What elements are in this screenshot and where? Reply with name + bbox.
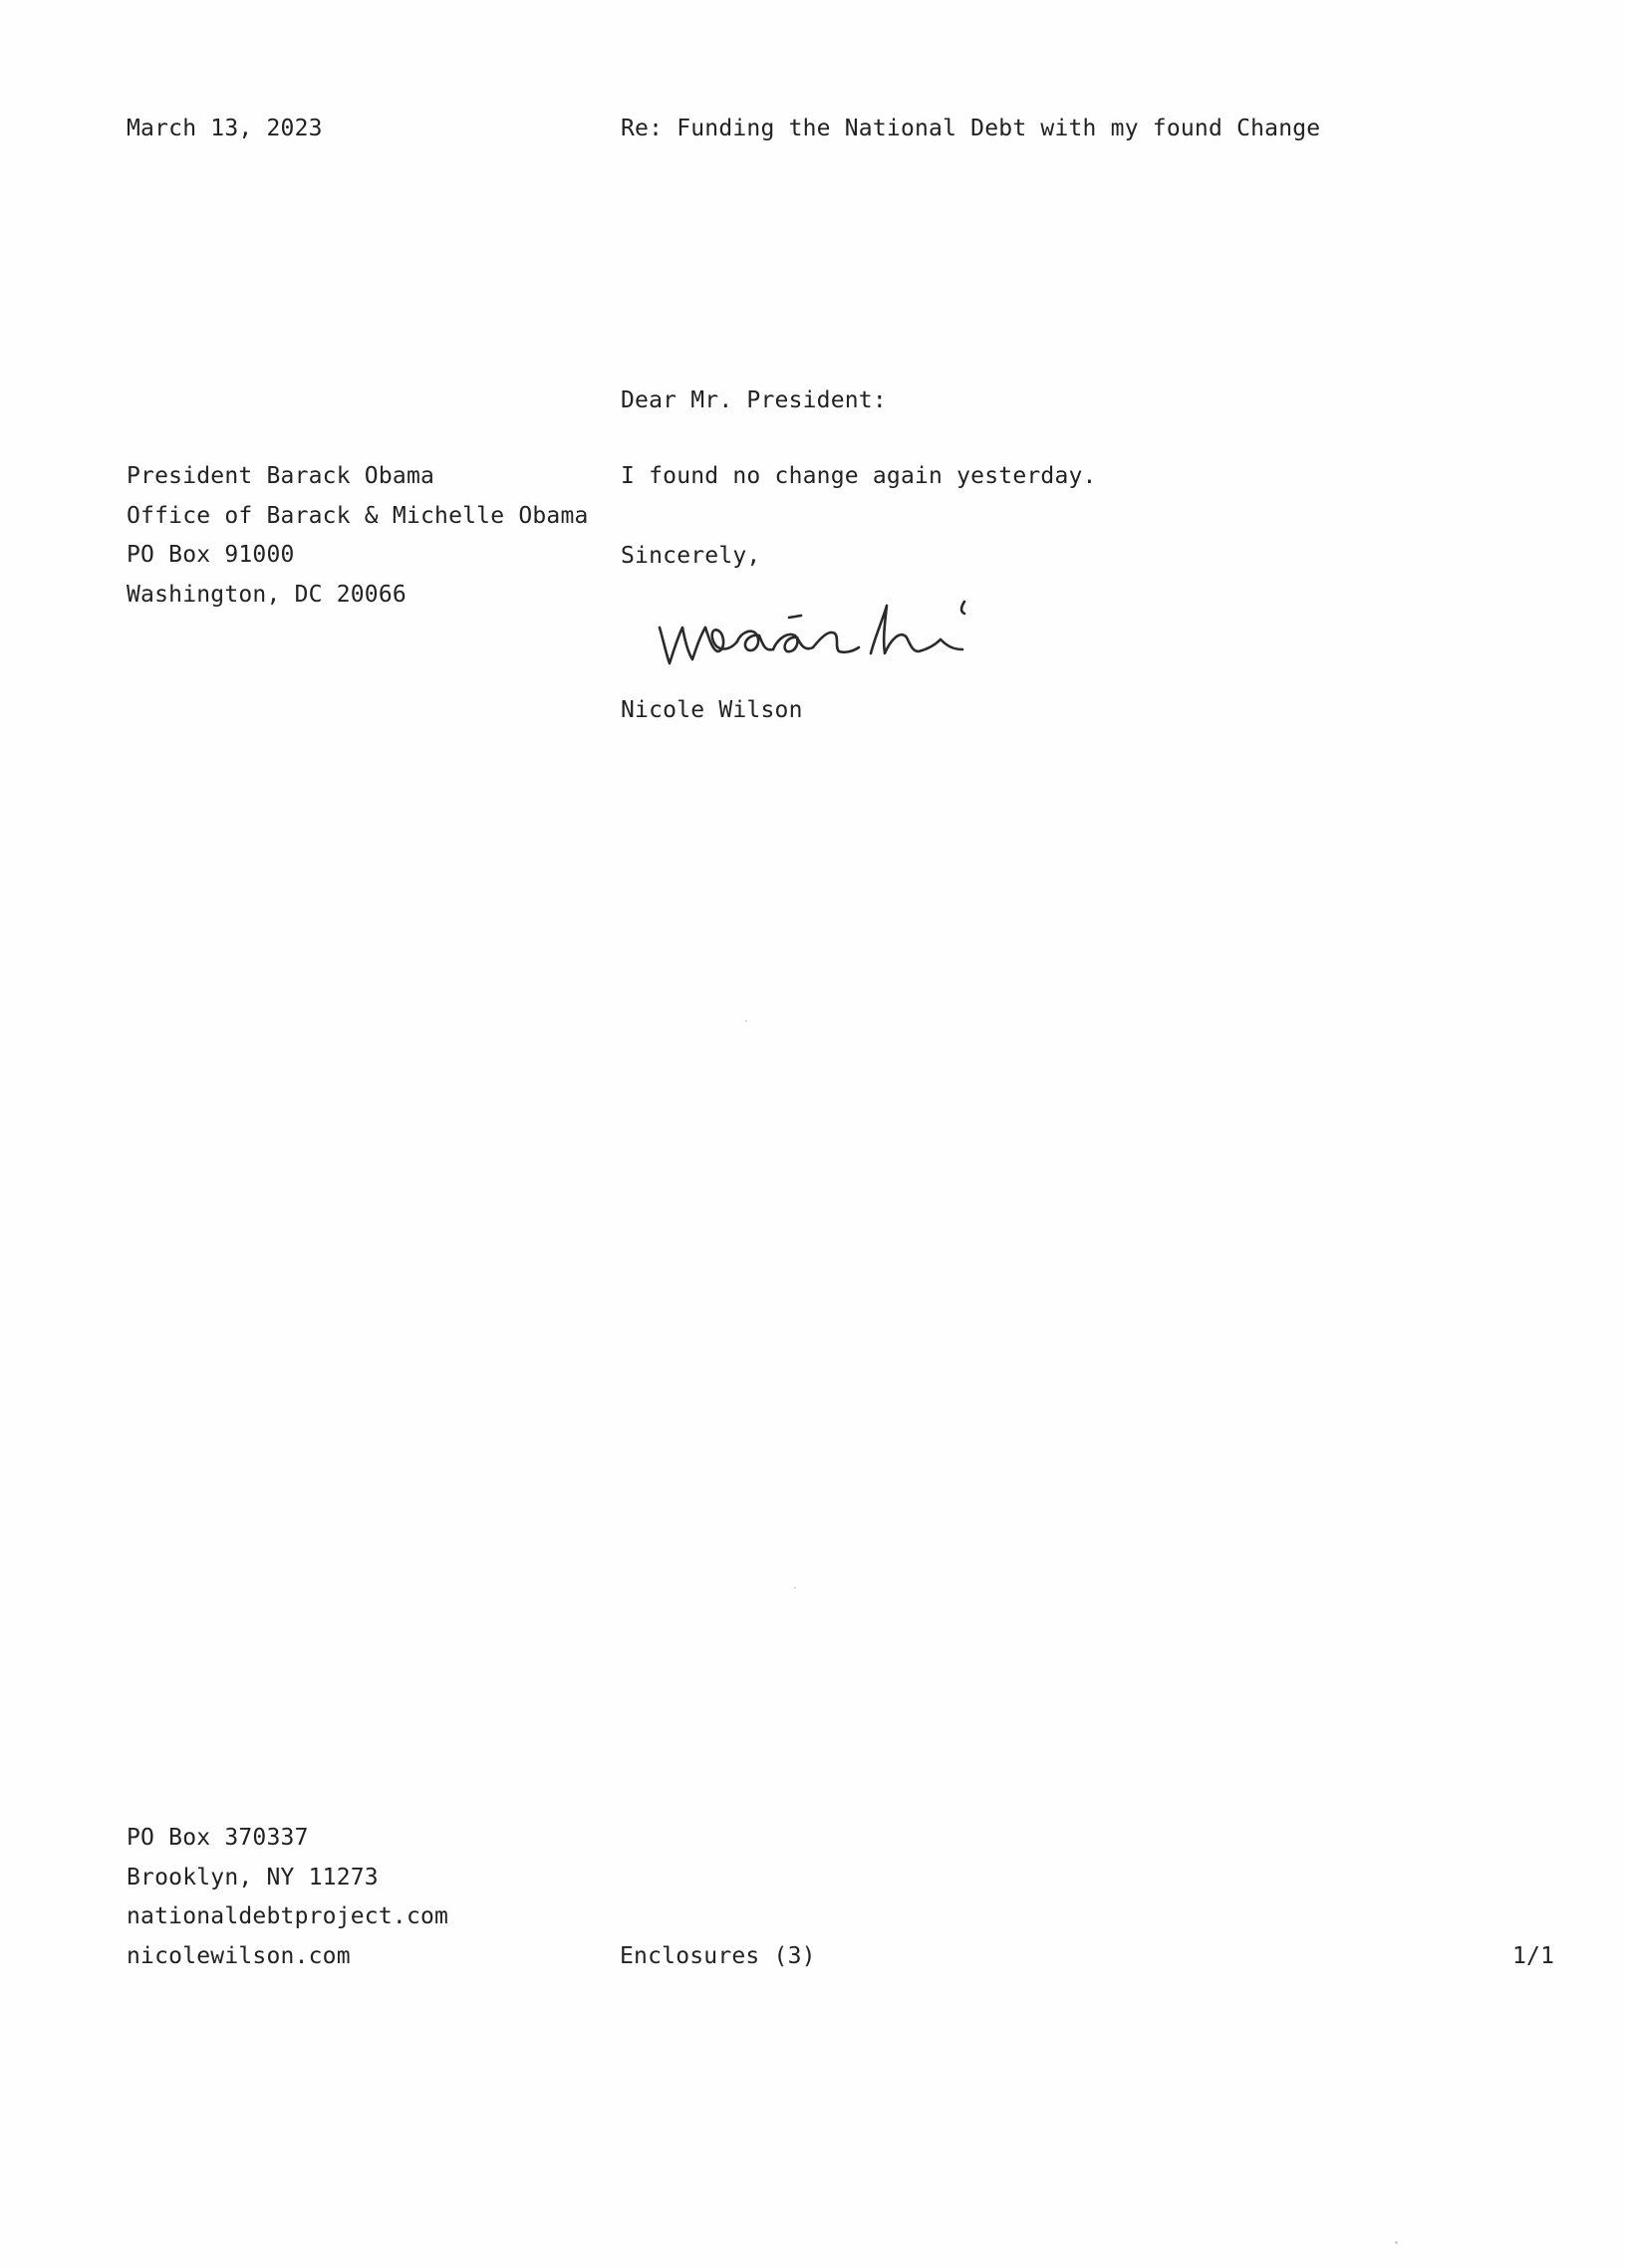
- recipient-office: Office of Barack & Michelle Obama: [127, 502, 589, 529]
- recipient-address: [127, 457, 589, 615]
- sender-po-box: PO Box 370337: [127, 1825, 309, 1851]
- handwritten-signature-icon: [650, 590, 1008, 679]
- scan-speck: [745, 1020, 747, 1022]
- recipient-city-state-zip: Washington, DC 20066: [127, 581, 406, 608]
- recipient-po-box: PO Box 91000: [127, 542, 295, 568]
- letter-subject: Re: Funding the National Debt with my found Change: [621, 116, 1321, 141]
- letter-date: March 13, 2023: [127, 116, 323, 141]
- sender-city-state-zip: Brooklyn, NY 11273: [127, 1864, 379, 1890]
- salutation: Dear Mr. President:: [621, 387, 887, 413]
- sender-address: [127, 1819, 448, 1976]
- page-number: 1/1: [1512, 1943, 1555, 1969]
- enclosures-note: Enclosures (3): [620, 1943, 816, 1969]
- signer-name: Nicole Wilson: [621, 697, 803, 723]
- letter-body: I found no change again yesterday.: [621, 463, 1097, 489]
- sender-website-2: nicolewilson.com: [127, 1942, 351, 1969]
- scan-speck: [1395, 2241, 1398, 2244]
- scan-speck: [794, 1587, 796, 1589]
- letter-closing: Sincerely,: [621, 543, 761, 569]
- recipient-name: President Barack Obama: [127, 463, 435, 489]
- sender-website-1: nationaldebtproject.com: [127, 1903, 449, 1929]
